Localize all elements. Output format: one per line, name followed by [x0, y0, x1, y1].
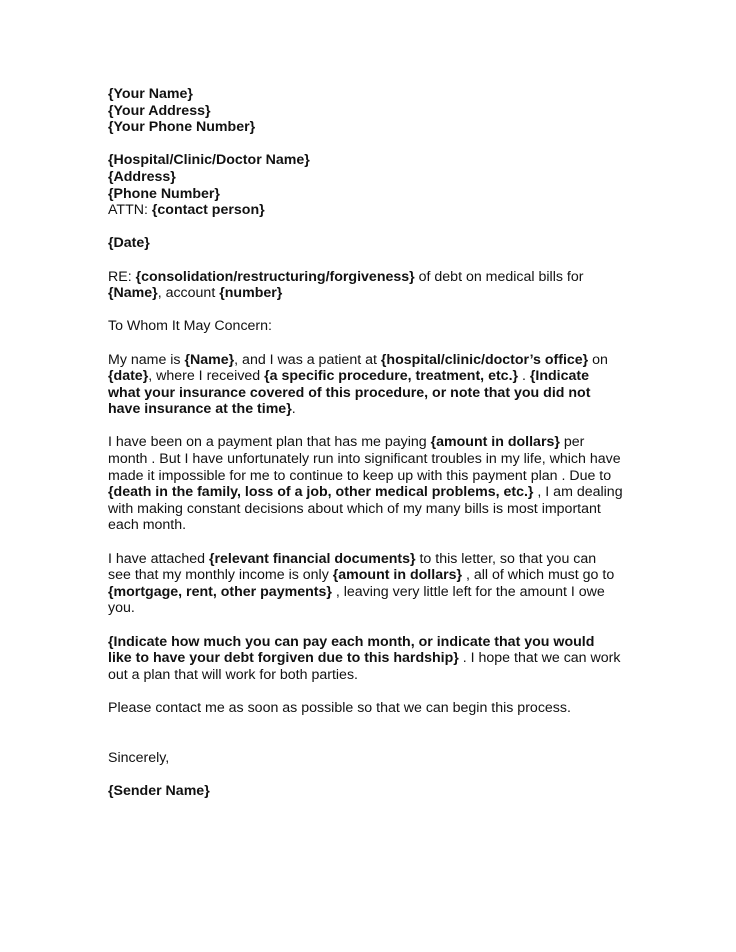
- re-name: {Name}: [108, 285, 158, 302]
- facility: {hospital/clinic/doctor’s office}: [380, 351, 589, 368]
- attn-line: [108, 202, 636, 219]
- re-number: {number}: [219, 285, 283, 302]
- sender-block: [108, 86, 636, 136]
- recipient-name: {Hospital/Clinic/Doctor Name}: [108, 152, 310, 169]
- paragraph-5: Please contact me as soon as possible so that we can begin this process.: [108, 699, 571, 716]
- other-payments: {mortgage, rent, other payments}: [108, 583, 332, 600]
- paragraph-2: I have been on a payment plan that has me paying {amount in dollars} per month . But I have unfortunately run into significant troubles in my life, which have made it impossible for me to continue to keep up with this payment plan . Due to {death in the family, loss of a job, other medical problems, etc.} , I am dealing with making constant decisions about which of my many bills is most important each month.: [108, 434, 623, 534]
- sender-phone: {Your Phone Number}: [108, 119, 256, 136]
- salutation: To Whom It May Concern:: [108, 318, 272, 335]
- sender-name: {Your Name}: [108, 86, 193, 102]
- letter-page: [108, 86, 636, 800]
- financial-documents: {relevant financial documents}: [208, 550, 416, 567]
- re-account-label: , account: [157, 285, 220, 302]
- signature: {Sender Name}: [108, 782, 210, 799]
- attn-label: ATTN:: [108, 202, 148, 219]
- insurance-note: have insurance at the time}: [108, 401, 292, 418]
- re-text: of debt on medical bills for: [414, 268, 584, 285]
- re-type: {consolidation/restructuring/forgiveness}: [135, 268, 415, 285]
- hardship-reason: {death in the family, loss of a job, other medical problems, etc.}: [108, 484, 534, 501]
- visit-date: {date}: [108, 368, 149, 385]
- recipient-phone: {Phone Number}: [108, 185, 220, 202]
- patient-name: {Name}: [184, 351, 235, 368]
- payment-proposal: like to have your debt forgiven due to this hardship}: [108, 650, 459, 667]
- letter-date: {Date}: [108, 235, 150, 252]
- sender-address: {Your Address}: [108, 102, 211, 119]
- payment-amount: {amount in dollars}: [430, 434, 560, 451]
- re-block: [108, 269, 636, 302]
- income-amount: {amount in dollars}: [332, 567, 463, 584]
- attn-value: {contact person}: [151, 202, 265, 219]
- re-label: RE:: [108, 268, 132, 285]
- recipient-block: [108, 152, 636, 218]
- paragraph-1: My name is {Name}, and I was a patient at {hospital/clinic/doctor’s office} on {date}, where I received {a specific procedure, treatment, etc.} . {Indicate what your insurance covered of this procedure, or note that you did not have insurance at the time}.: [108, 351, 608, 418]
- recipient-address: {Address}: [108, 168, 176, 185]
- closing: Sincerely,: [108, 749, 170, 766]
- procedure: {a specific procedure, treatment, etc.}: [264, 368, 519, 385]
- paragraph-4: {Indicate how much you can pay each month, or indicate that you would like to have your debt forgiven due to this hardship} . I hope that we can work out a plan that will work for both parties.: [108, 633, 621, 683]
- paragraph-3: I have attached {relevant financial documents} to this letter, so that you can see that my monthly income is only {amount in dollars} , all of which must go to {mortgage, rent, other payments} , leaving very little left for the amount I owe you.: [108, 550, 615, 617]
